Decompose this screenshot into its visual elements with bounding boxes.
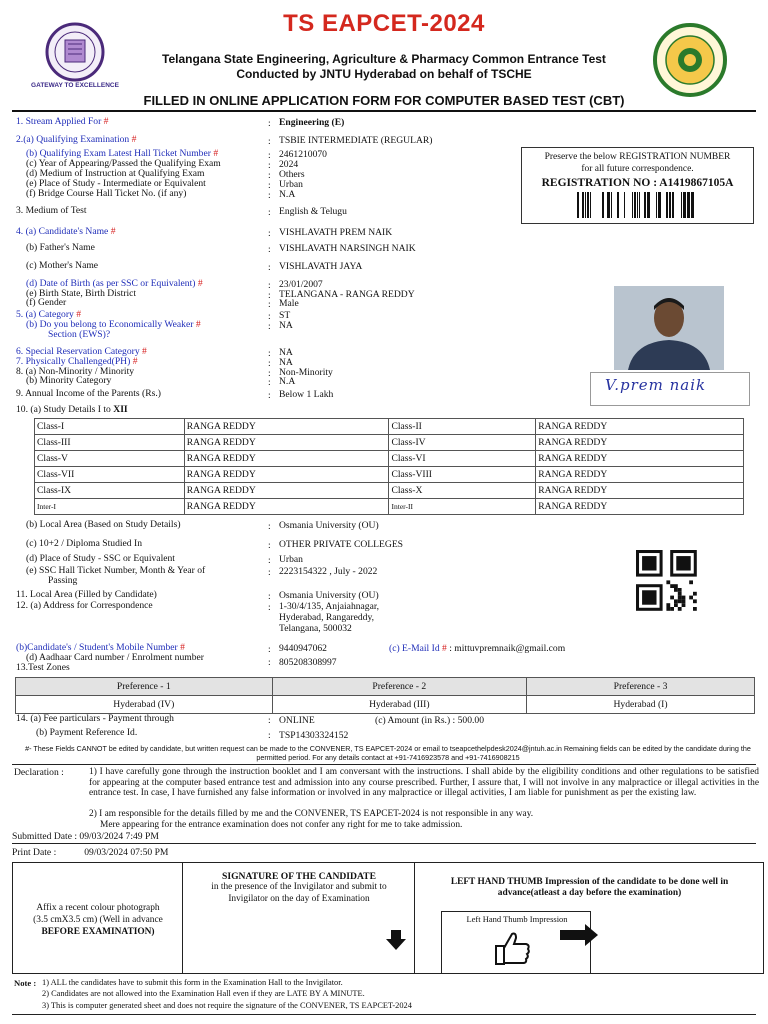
registration-label: REGISTRATION NO :	[541, 177, 660, 189]
colon: :	[268, 390, 271, 401]
f3-value: 2461210070	[279, 149, 327, 160]
photo-note-1: Affix a recent colour photograph	[36, 903, 160, 913]
study-heading-text: 10. (a) Study Details I to	[16, 404, 114, 415]
f10-value: VISHLAVATH NARSINGH NAIK	[279, 243, 416, 254]
colon: :	[268, 244, 271, 255]
notes-label: Note :	[14, 978, 37, 988]
f21-label	[16, 388, 161, 399]
signature-title: SIGNATURE OF THE CANDIDATE	[222, 871, 376, 882]
form-title: FILLED IN ONLINE APPLICATION FORM FOR COMPUTER BASED TEST (CBT)	[143, 93, 625, 108]
f13-value: TELANGANA - RANGA REDDY	[279, 289, 415, 300]
district-cell: RANGA REDDY	[184, 451, 389, 467]
field-label-text: 6. Special Reservation Category	[16, 346, 140, 357]
thumb-title-2: advance(atleast a day before the examination)	[497, 888, 682, 898]
colon: :	[268, 555, 271, 566]
g1-value: Osmania University (OU)	[279, 520, 379, 531]
print-value: 09/03/2024 07:50 PM	[84, 847, 169, 858]
g5-label	[16, 589, 157, 600]
note-1: 1) ALL the candidates have to submit this form in the Examination Hall to the Invigilator.	[42, 978, 343, 987]
field-label-text: (c) 10+2 / Diploma Studied In	[26, 538, 142, 549]
f5-value: Others	[279, 169, 305, 180]
g6-value3: Telangana, 500032	[279, 623, 352, 634]
colon: :	[268, 540, 271, 551]
editable-fields-note: #- These Fields CANNOT be edited by candidate, but written request can be made to the CONVENER, TS EAPCET-2024 or email to tseapcethelpdesk2024@jntuh.ac.in Remaining fields can be edited by the candidate during the permitted period. For any details contact at +91-7416923578 and +91-7416908215	[25, 744, 751, 762]
print-label: Print Date :	[12, 847, 57, 858]
required-mark: #	[195, 278, 203, 289]
f21-value: Below 1 Lakh	[279, 389, 334, 400]
declaration-label: Declaration :	[14, 767, 64, 778]
aadhaar-label: (d) Aadhaar Card number / Enrolment number	[26, 652, 204, 663]
zone-header-2: Preference - 2	[272, 678, 526, 696]
photo-note-3: BEFORE EXAMINATION)	[41, 927, 155, 937]
field-label-text: 9. Annual Income of the Parents (Rs.)	[16, 388, 161, 399]
f7-label	[26, 188, 186, 199]
f8-label	[16, 205, 87, 216]
colon: :	[268, 262, 271, 273]
g2-value: OTHER PRIVATE COLLEGES	[279, 539, 404, 550]
colon: :	[268, 190, 271, 201]
colon: :	[268, 591, 271, 602]
signature-text: V.prem naik	[605, 376, 707, 394]
class-name-cell: Class-IV	[389, 435, 536, 451]
f10-label	[26, 242, 95, 253]
class-name-cell: Class-VI	[389, 451, 536, 467]
right-arrow-icon	[559, 923, 599, 947]
left-logo-caption: GATEWAY TO EXCELLENCE	[31, 82, 119, 89]
district-cell: RANGA REDDY	[184, 435, 389, 451]
class-name-cell: Class-I	[35, 419, 185, 435]
g1-label	[26, 519, 181, 530]
colon: :	[268, 358, 271, 369]
colon: :	[268, 160, 271, 171]
table-row	[35, 435, 744, 451]
f11-label	[26, 260, 98, 271]
note-2: 2) Candidates are not allowed into the Examination Hall even if they are LATE BY A MINUTE.	[42, 989, 365, 998]
f8-value: English & Telugu	[279, 206, 347, 217]
declaration-point-1: 1) I have carefully gone through the instruction booklet and I am conversant with the instructions. I shall abide by the eligibility conditions and other regulations to be satisfied for appearing at the computer based entrance test and admission into any course prescribed. Further, I assure that, I will not involve in any malpractice or illegal activities in the entrance test. In case, I have furnished any false information or involved in any malpractice or illegal activities, I am liable for punishment as per the existing law.	[89, 767, 759, 798]
thumb-box	[415, 863, 764, 973]
zone-value-1: Hyderabad (IV)	[16, 696, 273, 714]
field-label-text: (d) Medium of Instruction at Qualifying Exam	[26, 168, 205, 179]
class-name-cell: Class-IX	[35, 483, 185, 499]
class-name-cell: Class-II	[389, 419, 536, 435]
required-mark: #	[439, 643, 447, 654]
table-row	[35, 483, 744, 499]
bottom-boxes	[12, 862, 764, 974]
study-details-table	[34, 418, 744, 515]
table-row	[35, 467, 744, 483]
required-mark: #	[130, 356, 138, 367]
footer-divider	[12, 1014, 756, 1015]
colon: :	[268, 180, 271, 191]
study-heading-bold: XII	[113, 404, 128, 415]
zone-header-1: Preference - 1	[16, 678, 273, 696]
down-arrow-icon	[385, 929, 407, 951]
field-label-text: 1. Stream Applied For	[16, 116, 102, 127]
district-cell: RANGA REDDY	[184, 499, 389, 515]
colon: :	[268, 602, 271, 613]
test-zones-table	[15, 677, 755, 714]
f2-label	[16, 134, 136, 145]
table-row	[35, 499, 744, 515]
g6-value: 1-30/4/135, Anjaiahnagar,	[279, 601, 380, 612]
field-label-text: (b) Minority Category	[26, 375, 112, 386]
email-colon: :	[446, 643, 455, 654]
signature-note-2: Invigilator on the day of Examination	[228, 894, 370, 904]
colon: :	[268, 228, 271, 239]
table-row	[35, 451, 744, 467]
fee-mode: ONLINE	[279, 715, 315, 726]
f20-label	[26, 375, 111, 386]
district-cell: RANGA REDDY	[184, 467, 389, 483]
fee-amount	[375, 715, 484, 726]
f1-value: Engineering (E)	[279, 117, 345, 128]
mobile-value: 9440947062	[279, 643, 327, 654]
colon: :	[268, 321, 271, 332]
f16-label-cont: Section (EWS)?	[48, 329, 111, 340]
colon: :	[268, 644, 271, 655]
field-label-text: 12. (a) Address for Correspondence	[16, 600, 153, 611]
field-label-text: 2.(a) Qualifying Examination	[16, 134, 130, 145]
registration-number	[522, 177, 753, 189]
candidate-signature	[590, 372, 750, 406]
email-row	[389, 643, 565, 654]
class-name-cell: Inter-II	[389, 499, 536, 515]
f2-value: TSBIE INTERMEDIATE (REGULAR)	[279, 135, 433, 146]
f15-value: ST	[279, 310, 291, 321]
candidate-photo	[614, 286, 724, 370]
registration-note-1: Preserve the below REGISTRATION NUMBER	[544, 152, 731, 162]
field-label-text: (c) Mother's Name	[26, 260, 99, 271]
study-details-heading	[16, 404, 128, 415]
zone-value-3: Hyderabad (I)	[527, 696, 755, 714]
colon: :	[268, 136, 271, 147]
district-cell: RANGA REDDY	[536, 435, 744, 451]
required-mark: #	[73, 309, 82, 320]
field-label-text: (f) Bridge Course Hall Ticket No. (if any)	[26, 188, 187, 199]
district-cell: RANGA REDDY	[184, 419, 389, 435]
thumb-box-label: Left Hand Thumb Impression	[466, 914, 568, 924]
colon: :	[268, 377, 271, 388]
submitted-label: Submitted Date :	[12, 831, 78, 842]
registration-value: A1419867105A	[659, 177, 734, 189]
f14-value: Male	[279, 298, 299, 309]
district-cell: RANGA REDDY	[536, 467, 744, 483]
field-label-text: (d) Date of Birth (as per SSC or Equivalent)	[26, 278, 196, 289]
mobile-label-text: (b)Candidate's / Student's Mobile Number	[16, 642, 178, 653]
thumbs-up-icon	[492, 930, 532, 966]
f19-value: Non-Minority	[279, 367, 333, 378]
signature-note-1: in the presence of the Invigilator and submit to	[211, 882, 387, 892]
colon: :	[268, 311, 271, 322]
required-mark: #	[108, 226, 116, 237]
colon: :	[268, 657, 271, 668]
class-name-cell: Class-V	[35, 451, 185, 467]
signature-box	[183, 863, 415, 973]
field-label-text: 11. Local Area (Filled by Candidate)	[16, 589, 157, 600]
f14-label	[26, 297, 66, 308]
field-label-text: (e) Birth State, Birth District	[26, 288, 137, 299]
declaration-point-2: 2) I am responsible for the details filled by me and the CONVENER, TS EAPCET-2024 is not responsible in any way.	[89, 809, 534, 819]
field-label-text: 4. (a) Candidate's Name	[16, 226, 109, 237]
f18-value: NA	[279, 357, 293, 368]
payment-ref-label: (b) Payment Reference Id.	[36, 727, 138, 738]
district-cell: RANGA REDDY	[536, 451, 744, 467]
colon: :	[268, 207, 271, 218]
zone-value-2: Hyderabad (III)	[272, 696, 526, 714]
district-cell: RANGA REDDY	[184, 483, 389, 499]
field-label-text: (e) Place of Study - Intermediate or Equivalent	[26, 178, 206, 189]
class-name-cell: Class-III	[35, 435, 185, 451]
f6-value: Urban	[279, 179, 303, 190]
email-value: mittuvpremnaik@gmail.com	[454, 643, 566, 654]
conducted-by: Conducted by JNTU Hyderabad on behalf of TSCHE	[236, 67, 532, 81]
colon: :	[268, 290, 271, 301]
field-label-text: 5. (a) Category	[16, 309, 74, 320]
registration-box	[521, 147, 754, 224]
colon: :	[268, 730, 271, 741]
field-label-text: (f) Gender	[26, 297, 67, 308]
district-cell: RANGA REDDY	[536, 419, 744, 435]
g2-label	[26, 538, 142, 549]
field-label-text: (b) Father's Name	[26, 242, 95, 253]
g6-label	[16, 600, 153, 611]
colon: :	[268, 118, 271, 129]
print-date-row	[12, 847, 168, 858]
zone-header-3: Preference - 3	[527, 678, 755, 696]
class-name-cell: Inter-I	[35, 499, 185, 515]
field-label-text: (b) Qualifying Exam Latest Hall Ticket Number	[26, 148, 211, 159]
f12-value: 23/01/2007	[279, 279, 323, 290]
declaration-divider	[12, 764, 756, 765]
submitted-value: 09/03/2024 7:49 PM	[79, 831, 159, 842]
f1-label	[16, 116, 108, 127]
colon: :	[268, 299, 271, 310]
registration-note-2: for all future correspondence.	[581, 164, 694, 174]
submitted-date-row	[12, 831, 159, 842]
field-label-text: (e) SSC Hall Ticket Number, Month & Year of	[26, 565, 206, 576]
required-mark: #	[101, 116, 109, 127]
class-name-cell: Class-X	[389, 483, 536, 499]
required-mark: #	[177, 642, 185, 653]
f9-label	[16, 226, 116, 237]
page-title: TS EAPCET-2024	[283, 10, 485, 37]
tsche-logo	[650, 22, 730, 98]
g4-label-cont: Passing	[48, 575, 78, 586]
required-mark: #	[129, 134, 137, 145]
g5-value: Osmania University (OU)	[279, 590, 379, 601]
g4-value: 2223154322 , July - 2022	[279, 566, 378, 577]
qr-code	[628, 550, 708, 612]
class-name-cell: Class-VIII	[389, 467, 536, 483]
field-label-text: 7. Physically Challenged(PH)	[16, 356, 131, 367]
g3-label	[26, 553, 175, 564]
colon: :	[268, 567, 271, 578]
required-mark: #	[210, 148, 219, 159]
class-name-cell: Class-VII	[35, 467, 185, 483]
payment-ref-value: TSP14303324152	[279, 730, 349, 741]
note-3: 3) This is computer generated sheet and does not require the signature of the CONVENER, TS EAPCET-2024	[42, 1001, 412, 1010]
colon: :	[268, 368, 271, 379]
f9-value: VISHLAVATH PREM NAIK	[279, 227, 393, 238]
email-label: (c) E-Mail Id	[389, 643, 440, 654]
amount-label: (c) Amount (in Rs.) :	[375, 715, 458, 726]
test-zones-label: 13.Test Zones	[16, 662, 70, 673]
colon: :	[268, 348, 271, 359]
colon: :	[268, 715, 271, 726]
colon: :	[268, 521, 271, 532]
photo-box	[13, 863, 183, 973]
g3-value: Urban	[279, 554, 303, 565]
required-mark: #	[139, 346, 147, 357]
district-cell: RANGA REDDY	[536, 499, 744, 515]
f20-value: N.A	[279, 376, 296, 387]
f11-value: VISHLAVATH JAYA	[279, 261, 363, 272]
exam-subtitle: Telangana State Engineering, Agriculture & Pharmacy Common Entrance Test	[162, 52, 606, 66]
required-mark: #	[193, 319, 201, 330]
g6-value2: Hyderabad, Rangareddy,	[279, 612, 375, 623]
field-label-text: (c) Year of Appearing/Passed the Qualifying Exam	[26, 158, 221, 169]
field-label-text: (b) Do you belong to Economically Weaker	[26, 319, 194, 330]
district-cell: RANGA REDDY	[536, 483, 744, 499]
aadhaar-value: 805208308997	[279, 657, 337, 668]
colon: :	[268, 280, 271, 291]
f16-value: NA	[279, 320, 293, 331]
photo-note-2	[13, 915, 183, 925]
header-divider	[12, 110, 756, 112]
table-row	[35, 419, 744, 435]
colon: :	[268, 150, 271, 161]
colon: :	[268, 170, 271, 181]
thumb-title: LEFT HAND THUMB Impression of the candidate to be done well in	[450, 877, 729, 887]
photo-note-2-text: (3.5 cmX3.5 cm) (Well in advance	[33, 915, 163, 925]
amount-value: 500.00	[457, 715, 484, 726]
declaration-point-3: Mere appearing for the entrance examination does not confer any right for me to take admission.	[100, 820, 463, 830]
fee-label: 14. (a) Fee particulars - Payment through	[16, 713, 174, 724]
field-label-text: (d) Place of Study - SSC or Equivalent	[26, 553, 175, 564]
f17-value: NA	[279, 347, 293, 358]
f4-value: 2024	[279, 159, 299, 170]
barcode	[577, 192, 697, 218]
field-label-text: (b) Local Area (Based on Study Details)	[26, 519, 181, 530]
date-divider	[12, 843, 756, 844]
field-label-text: 3. Medium of Test	[16, 205, 87, 216]
f7-value: N.A	[279, 189, 296, 200]
field-label-text: 8. (a) Non-Minority / Minority	[16, 366, 135, 377]
